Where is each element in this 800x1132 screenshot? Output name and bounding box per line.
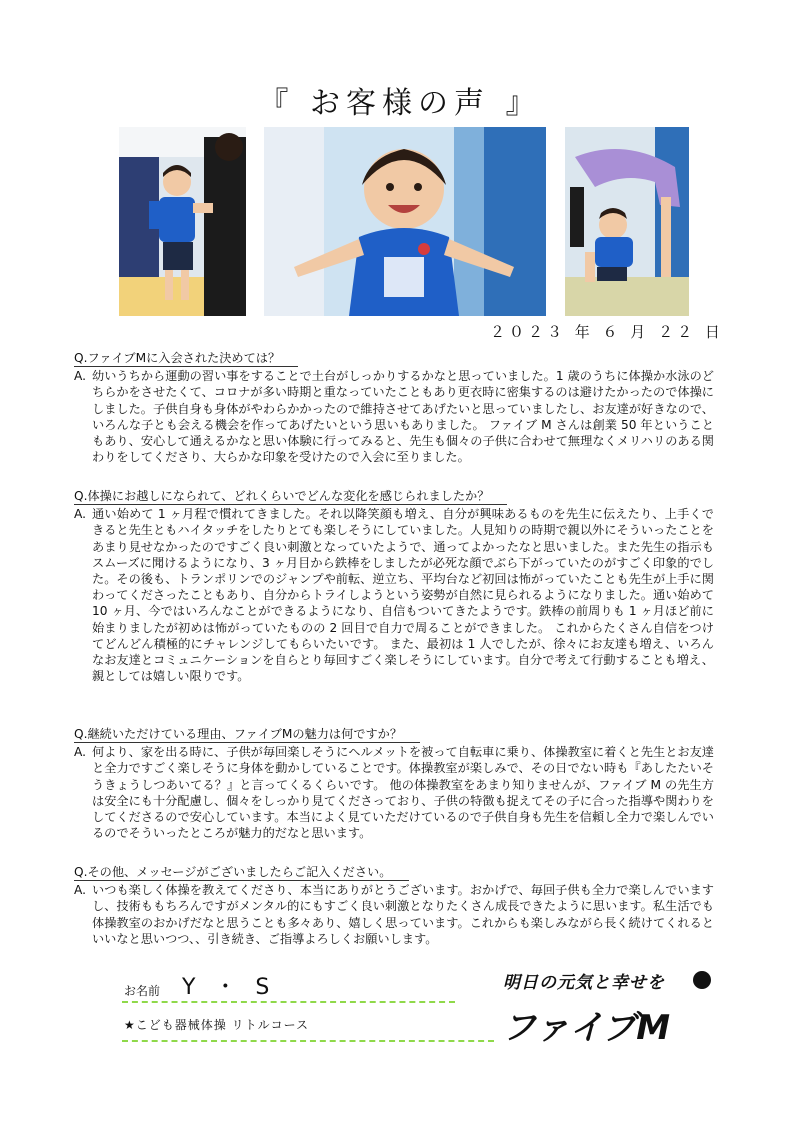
course-name: ★こども器械体操 リトルコース [124,1018,309,1032]
answer-text-4: いつも楽しく体操を教えてくださり、本当にありがとうございます。おかげで、毎回子供も全力で楽しんでいますし、技術ももちろんですがメンタル的にもすごく良い刺激となりたくさん成長できたように思います。私生活でも体操教室のおかげだなと思うことも多々あり、嬉しく思っています。これからも楽しみながら長く続けてくれるといいなと思いつつ、、引き続き、ご指導よろしくお願いします。 [92,883,714,946]
answer-3 [74,744,714,841]
question-3: Q.継続いただけている理由、ファイブMの魅力は何ですか？ [74,726,420,743]
qa-section-4 [74,864,714,947]
question-2: Q.体操にお越しになられて、どれくらいでどんな変化を感じられましたか？ [74,488,507,505]
logo-text: ファイブM [502,1008,671,1048]
slogan: 明日の元気と幸せを [503,973,665,993]
name-value: Y ・ S [182,975,276,1000]
date: ２０２３ 年 ６ 月 ２２ 日 [490,323,724,341]
answer-4 [74,882,714,947]
course-divider [122,1040,494,1042]
page-title: 『 お客様の声 』 [258,86,542,121]
answer-label-4: A. [74,883,86,898]
answer-label-2: A. [74,507,86,522]
five-m-logo [498,993,708,1049]
answer-1 [74,368,714,465]
answer-text-2: 通い始めて 1 ヶ月程で慣れてきました。それ以降笑顔も増え、自分が興味あるものを先生に伝えたり、上手くできると先生ともハイタッチをしたりとても楽しそうにしていました。人見知りの時期で親以外にそういったことをあまり見せなかったのですごく良い刺激となっていたようで、通ってよかったなと思いました。また先生の指示もスムーズに聞けるようになり、3 ヶ月目から鉄棒をしましたが必死な顔でぶら下がっていたのがすごく印象的でした。その後も、トランポリンでのジャンプや前転、逆立ち、平均台など初回は怖がっていたことも先生が上手に関わってくださったこともあり、自分からトライしようという姿勢が自然に見られるようになりました。通い始めて 10 ヶ月、今ではいろんなことができるようになり、自信もついてきたようです。鉄棒の前周りも 1 ヶ月ほど前に始まりましたが初めは怖がっていたものの 2 回目で自力で周ることができました。 これからたくさん自信をつけてどんどん積極的にチャレンジしてもらいたいです。 また、最初は 1 人でしたが、徐々にお友達も増え、いろんなお友達とコミュニケーションを自らとり毎回すごく楽しそうにしています。自分で考えて行動することも増え、親としては嬉しい限りです。 [92,507,714,684]
qa-section-1 [74,350,714,465]
photo-child-crawling [565,127,689,316]
slogan-dot-icon [693,971,711,989]
photo-child-smiling [264,127,546,316]
qa-section-2 [74,488,714,684]
answer-label-3: A. [74,745,86,760]
photo-child-standing-with-coach [119,127,246,316]
question-1: Q.ファイブMに入会された決めては？ [74,350,298,367]
name-label: お名前 [124,984,161,998]
question-4: Q.その他、メッセージがございましたらご記入ください。 [74,864,409,881]
answer-text-1: 幼いうちから運動の習い事をすることで土台がしっかりするかなと思っていました。1 歳のうちに体操か水泳のどちらかをさせたくて、コロナが多い時期と重なっていたこともあり更衣時に密集するのは避けたかったので体操にしました。子供自身も身体がやわらかかったので維持させてあげたいと思っていましたし、お友達が好きなので、いろんな子とも会える機会を作ってあげたいという思いもありました。 ファイブ M さんは創業 50 年ということもあり、安心して通えるかなと思い体験に行ってみると、先生も個々の子供に合わせて無理なくメリハリのある関わりをしてくださり、大らかな印象を受けたので入会に至りました。 [92,369,714,465]
qa-section-3 [74,726,714,841]
answer-text-3: 何より、家を出る時に、子供が毎回楽しそうにヘルメットを被って自転車に乗り、体操教室に着くと先生とお友達と全力ですごく楽しそうに身体を動かしていることです。体操教室が楽しみで、その日でない時も『あしたたいそうきょうしつあいてる？』と言ってくるくらいです。 他の体操教室をあまり知りませんが、ファイブ M の先生方は安全にも十分配慮し、個々をしっかり見てくださっており、子供の特徴も捉えてその子に合った指導や関わりをしてくださるので安心しています。本当によく見ていただけているので子供自身も先生を信頼し全力で楽しんでいるのでそういったところが魅力的だなと思います。 [92,745,714,841]
answer-label-1: A. [74,369,86,384]
name-divider [122,1001,455,1003]
answer-2 [74,506,714,684]
